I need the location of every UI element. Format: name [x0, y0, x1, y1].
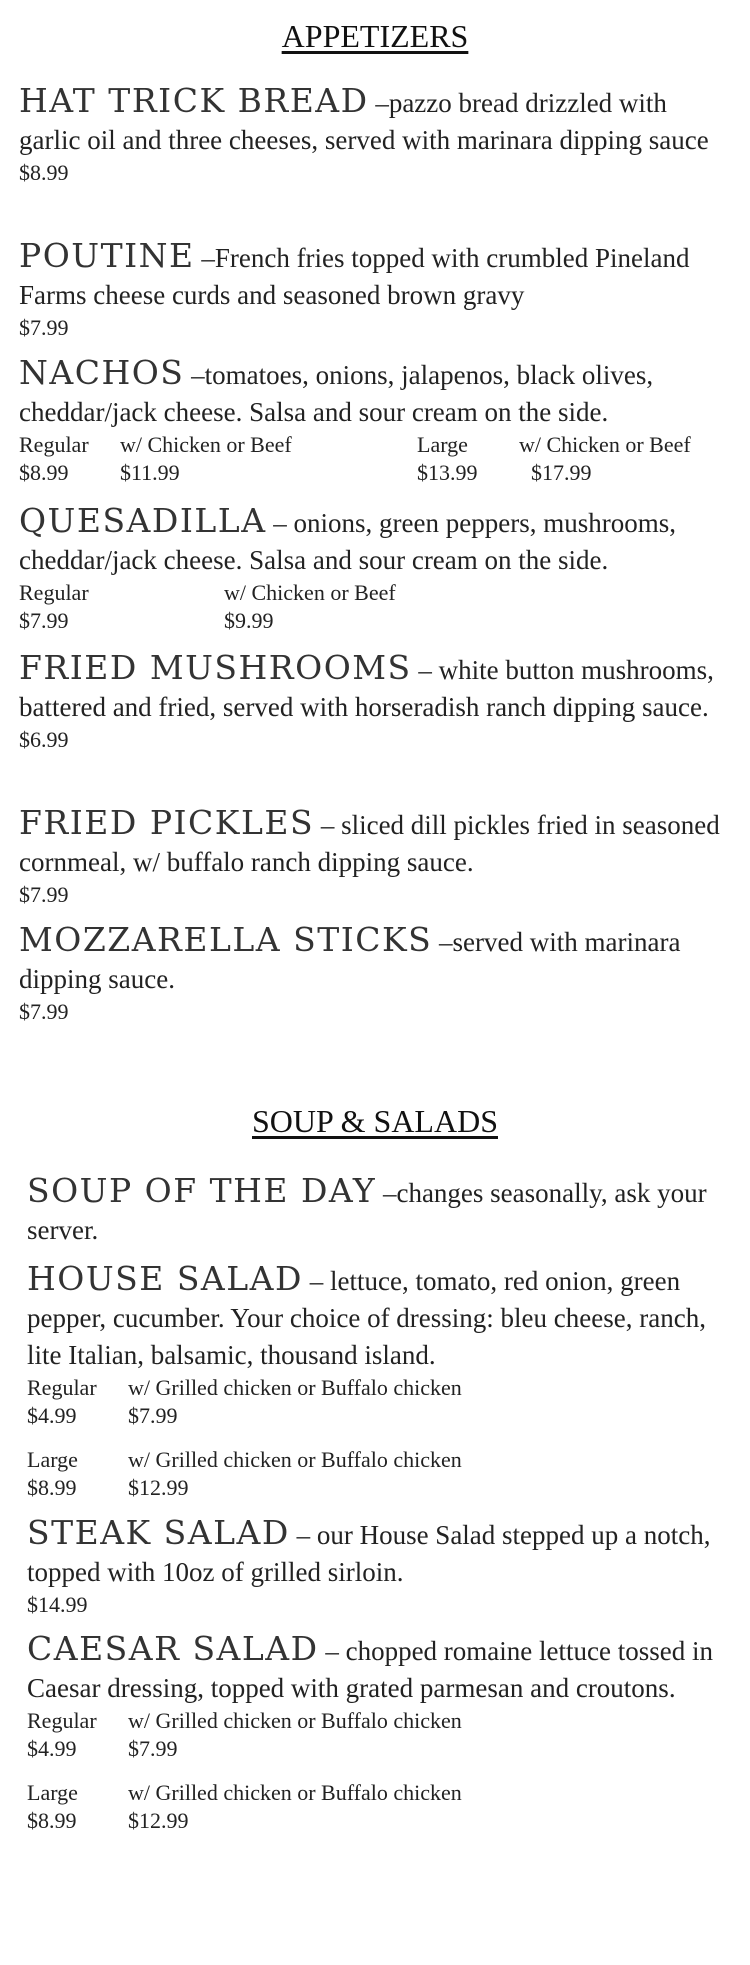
option-label: w/ Chicken or Beef	[519, 432, 691, 457]
price-option	[120, 431, 292, 487]
menu-item-quesadilla	[19, 502, 734, 637]
item-price: $7.99	[19, 882, 69, 907]
item-description: – chopped romaine lettuce tossed in Caesar dressing, topped with grated parmesan and croutons.	[27, 1636, 713, 1703]
option-price: $8.99	[27, 1808, 77, 1833]
item-name: POUTINE	[19, 236, 195, 275]
item-description: –served with marinara dipping sauce.	[19, 927, 681, 994]
option-price: $12.99	[128, 1808, 189, 1833]
price-options	[19, 579, 734, 637]
appetizers-heading: APPETIZERS	[281, 18, 469, 54]
menu-item-soup-of-the-day	[27, 1172, 742, 1249]
option-label: w/ Grilled chicken or Buffalo chicken	[128, 1780, 462, 1805]
item-description: – onions, green peppers, mushrooms, cheddar/jack cheese. Salsa and sour cream on the side.	[19, 508, 676, 575]
menu-item-poutine	[19, 237, 734, 342]
item-name: HAT TRICK BREAD	[19, 81, 369, 120]
item-name: STEAK SALAD	[27, 1513, 290, 1552]
option-price: $4.99	[27, 1736, 77, 1761]
menu-item-steak-salad	[27, 1514, 742, 1619]
menu-item-hat-trick-bread	[19, 82, 734, 187]
option-label: w/ Grilled chicken or Buffalo chicken	[128, 1708, 462, 1733]
item-name: FRIED MUSHROOMS	[19, 648, 412, 687]
price-option	[27, 1707, 97, 1763]
price-option	[128, 1779, 462, 1835]
price-options	[27, 1707, 742, 1765]
price-option	[128, 1446, 462, 1502]
menu-item-nachos	[19, 354, 734, 489]
option-label: Regular	[19, 580, 89, 605]
price-option	[417, 431, 478, 487]
price-option	[128, 1374, 462, 1430]
item-price: $6.99	[19, 727, 69, 752]
item-name: CAESAR SALAD	[27, 1629, 319, 1668]
option-price: $17.99	[531, 460, 592, 485]
price-option	[19, 431, 89, 487]
price-options	[27, 1446, 742, 1504]
item-description: –tomatoes, onions, jalapenos, black olives, cheddar/jack cheese. Salsa and sour cream on the side.	[19, 360, 654, 427]
option-label: w/ Grilled chicken or Buffalo chicken	[128, 1375, 462, 1400]
soup-salads-heading: SOUP & SALADS	[252, 1103, 498, 1139]
item-description: – lettuce, tomato, red onion, green pepper, cucumber. Your choice of dressing: bleu cheese, ranch, lite Italian, balsamic, thousand island.	[27, 1266, 706, 1370]
item-description: –pazzo bread drizzled with garlic oil and three cheeses, served with marinara dipping sauce	[19, 88, 709, 155]
item-name: SOUP OF THE DAY	[27, 1171, 377, 1210]
item-price: $14.99	[27, 1592, 88, 1617]
option-label: w/ Grilled chicken or Buffalo chicken	[128, 1447, 462, 1472]
price-option	[19, 579, 89, 635]
item-description: – our House Salad stepped up a notch, topped with 10oz of grilled sirloin.	[27, 1520, 711, 1587]
option-label: Regular	[19, 432, 89, 457]
option-price: $7.99	[128, 1403, 178, 1428]
item-price: $8.99	[19, 160, 69, 185]
price-options	[27, 1374, 742, 1432]
menu-item-house-salad	[27, 1260, 742, 1504]
option-price: $11.99	[120, 460, 180, 485]
price-options	[19, 431, 734, 489]
item-description: –changes seasonally, ask your server.	[27, 1178, 707, 1245]
menu-item-caesar-salad	[27, 1630, 742, 1837]
option-label: w/ Chicken or Beef	[120, 432, 292, 457]
price-option	[27, 1446, 78, 1502]
item-price: $7.99	[19, 999, 69, 1024]
item-description: –French fries topped with crumbled Pineland Farms cheese curds and seasoned brown gravy	[19, 243, 690, 310]
option-label: Large	[417, 432, 468, 457]
item-description: – white button mushrooms, battered and fried, served with horseradish ranch dipping sauce.	[19, 655, 714, 722]
option-label: Large	[27, 1780, 78, 1805]
price-option	[519, 431, 691, 487]
option-price: $8.99	[19, 460, 69, 485]
option-price: $13.99	[417, 460, 478, 485]
option-price: $12.99	[128, 1475, 189, 1500]
option-label: Large	[27, 1447, 78, 1472]
item-name: HOUSE SALAD	[27, 1259, 303, 1298]
option-price: $4.99	[27, 1403, 77, 1428]
item-price: $7.99	[19, 315, 69, 340]
option-price: $7.99	[128, 1736, 178, 1761]
price-option	[128, 1707, 462, 1763]
option-price: $7.99	[19, 608, 69, 633]
item-name: QUESADILLA	[19, 501, 267, 540]
option-price: $8.99	[27, 1475, 77, 1500]
option-price: $9.99	[224, 608, 274, 633]
price-option	[27, 1779, 78, 1835]
item-description: – sliced dill pickles fried in seasoned cornmeal, w/ buffalo ranch dipping sauce.	[19, 810, 720, 877]
item-name: FRIED PICKLES	[19, 803, 315, 842]
price-options	[27, 1779, 742, 1837]
menu-item-fried-mushrooms	[19, 649, 734, 754]
menu-item-mozzarella-sticks	[19, 921, 734, 1026]
item-name: NACHOS	[19, 353, 185, 392]
price-option	[27, 1374, 97, 1430]
item-name: MOZZARELLA STICKS	[19, 920, 433, 959]
option-label: w/ Chicken or Beef	[224, 580, 396, 605]
option-label: Regular	[27, 1375, 97, 1400]
price-option	[224, 579, 396, 635]
option-label: Regular	[27, 1708, 97, 1733]
menu-item-fried-pickles	[19, 804, 734, 909]
